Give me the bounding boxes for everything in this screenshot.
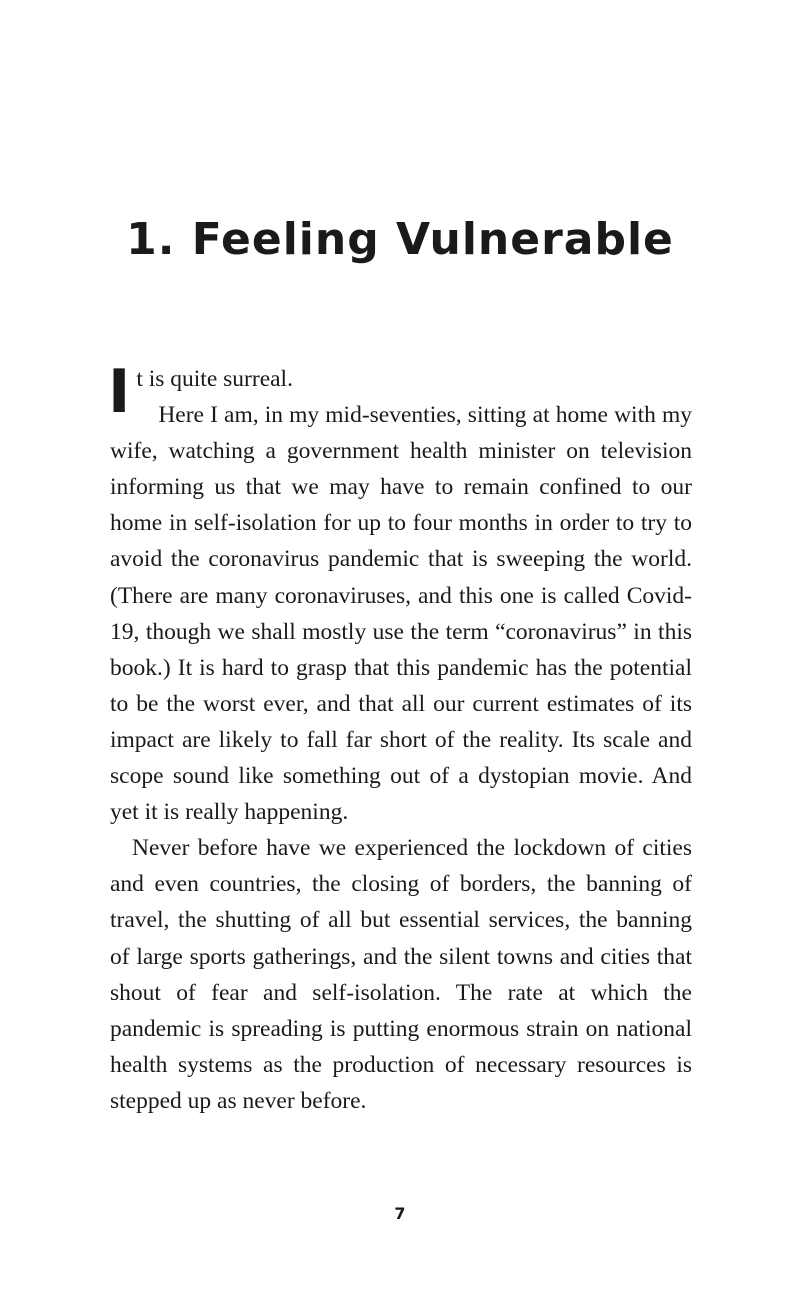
chapter-body [108,357,692,1119]
drop-cap: I [108,357,131,427]
opening-paragraph [108,357,692,427]
page-number: 7 [394,1204,406,1223]
chapter-title: 1. Feeling Vulnerable [126,214,674,265]
body-paragraph: Here I am, in my mid-seventies, sitting at home with my wife, watching a government health minister on television informing us that we may have to remain confined to our home in self-isolation for up to four months in order to try to avoid the coronavirus pandemic that is sweeping the world. (There are many coronaviruses, and this one is called Covid-19, though we shall mostly use the term “coronavirus” in this book.) It is hard to grasp that this pandemic has the potential to be the worst ever, and that all our current estimates of its impact are likely to fall far short of the reality. Its scale and scope sound like something out of a dystopian movie. And yet it is really happening. [110,402,692,826]
opening-line: t is quite surreal. [136,366,293,392]
body-paragraph: Never before have we experienced the lockdown of cities and even countries, the closing of borders, the banning of travel, the shutting of all but essential services, the banning of large sports gatherings, and the silent towns and cities that shout of fear and self-isolation. The rate at which the pandemic is spreading is putting enormous strain on national health systems as the production of necessary resources is stepped up as never before. [110,835,692,1114]
